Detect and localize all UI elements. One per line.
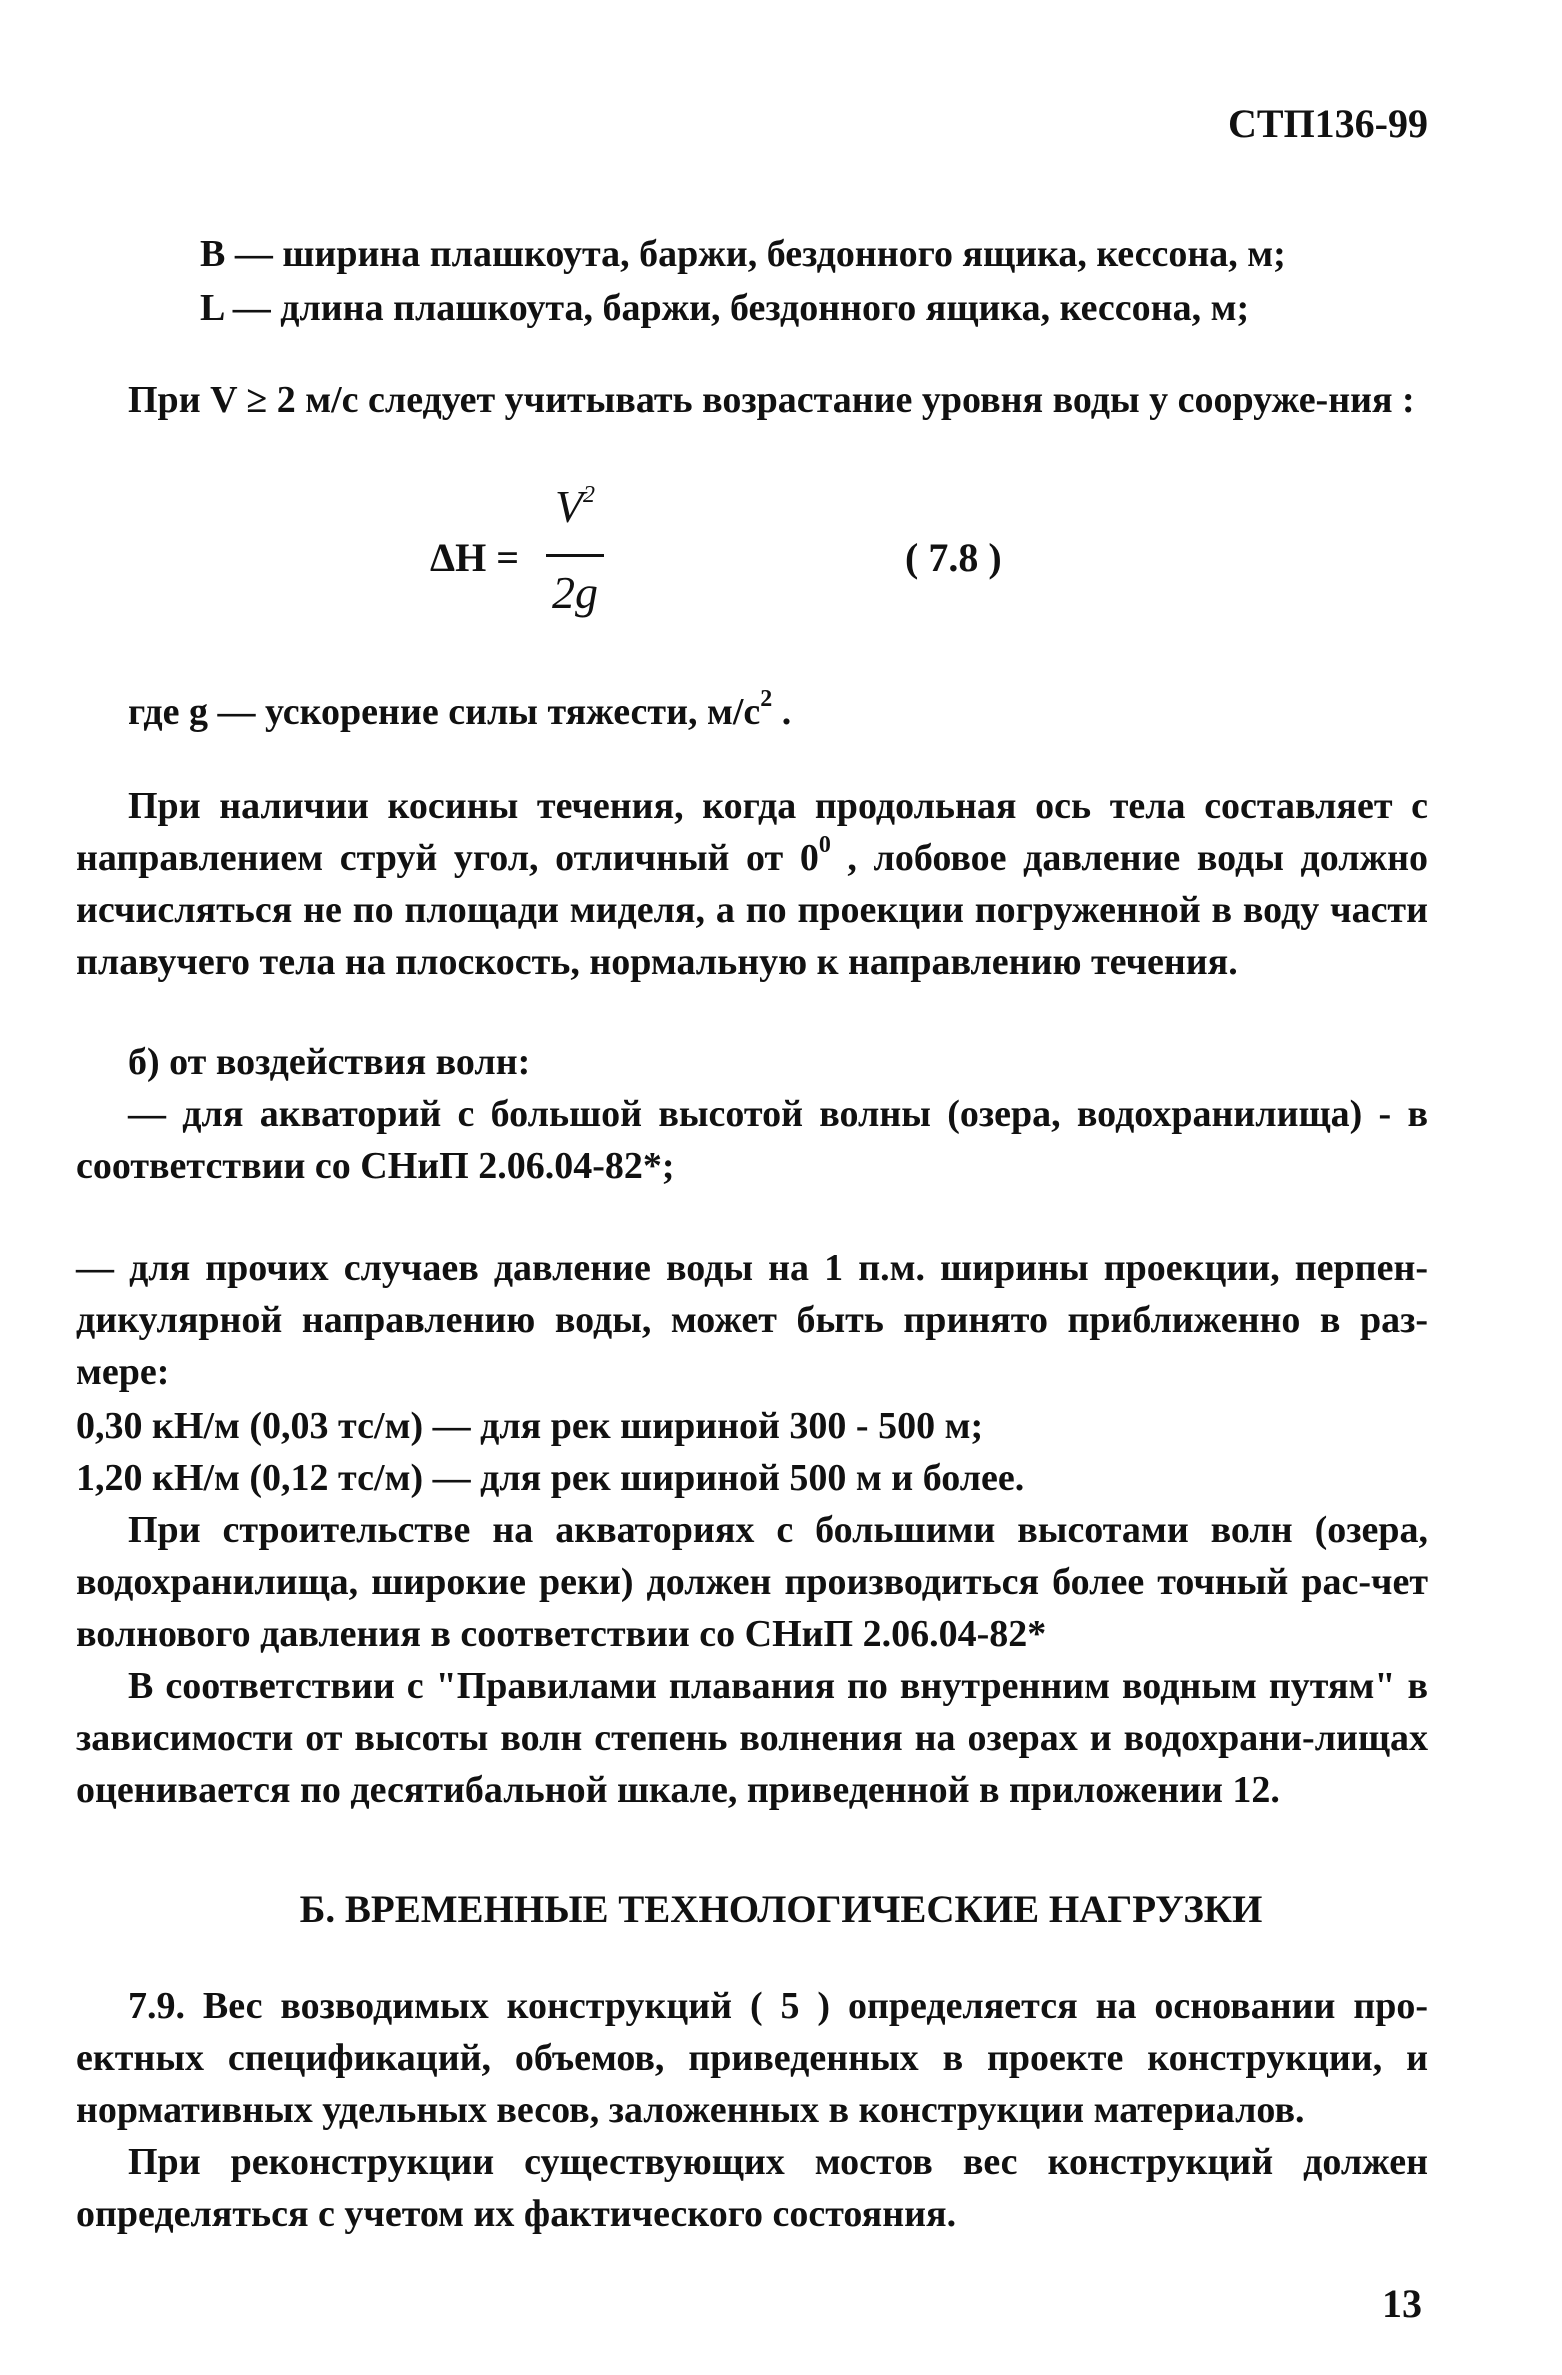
where-g-line: [128, 686, 791, 738]
waves-item-1: — для акваторий с большой высотой волны (озера, водохранилища) - в соответствии со СНиП 2.06.04-82*;: [76, 1093, 1428, 1187]
fraction-bar: [546, 554, 604, 557]
waves-title: б) от воздействия волн:: [128, 1041, 531, 1083]
skew-exp: 0: [818, 832, 831, 859]
wave-rate-1: 0,30 кН/м (0,03 тс/м) — для рек шириной 300 - 500 м;: [76, 1405, 984, 1447]
where-g-end: .: [772, 691, 792, 733]
waves-item-2: — для прочих случаев давление воды на 1 п.м. ширины проекции, перпен-дикулярной направлению воды, может быть принято приближенно в раз-мере:: [76, 1247, 1428, 1393]
definition-b: B — ширина плашкоута, баржи, бездонного ящика, кессона, м;: [200, 233, 1286, 275]
where-g-exp: 2: [760, 686, 773, 713]
skew-part1: При наличии косины течения, когда продольная ось тела составляет с направлением струй угол, отличный от 0: [76, 785, 1428, 879]
where-g-text: где g — ускорение силы тяжести, м/с: [128, 691, 761, 733]
formula-7-8: [430, 480, 1130, 640]
wave-rate-2: 1,20 кН/м (0,12 тс/м) — для рек шириной 500 м и более.: [76, 1457, 1025, 1499]
formula-denominator: 2g: [552, 567, 598, 618]
waves-paragraph-1: При строительстве на акваториях с большими высотами волн (озера, водохранилища, широкие реки) должен производиться более точный рас-чет волнового давления в соответствии со СНиП 2.06.04-82*: [76, 1509, 1428, 1655]
section-heading: Б. ВРЕМЕННЫЕ ТЕХНОЛОГИЧЕСКИЕ НАГРУЗКИ: [299, 1888, 1263, 1931]
skew-part2: , лобовое давление воды должно исчисляться не по площади миделя, а по проекции погруженной в воду части плавучего тела на плоскость, нормальную к направлению течения.: [76, 837, 1428, 983]
formula-number: ( 7.8 ): [905, 535, 1002, 580]
velocity-note: При V ≥ 2 м/с следует учитывать возрастание уровня воды у сооруже-ния :: [128, 379, 1415, 421]
section-b-paragraph-2: При реконструкции существующих мостов вес конструкций должен определяться с учетом их фактического состояния.: [76, 2141, 1428, 2235]
section-b-paragraph-1: 7.9. Вес возводимых конструкций ( 5 ) определяется на основании про-ектных спецификаций, объемов, приведенных в проекте конструкции, и нормативных удельных весов, заложенных в конструкции материалов.: [76, 1985, 1428, 2131]
waves-paragraph-2: В соответствии с "Правилами плавания по внутренним водным путям" в зависимости от высоты волн степень волнения на озерах и водохрани-лищах оценивается по десятибальной шкале, приведенной в приложении 12.: [76, 1665, 1428, 1811]
formula-numerator-exp: 2: [583, 481, 596, 508]
page-number: 13: [1382, 2281, 1422, 2326]
document-code: СТП136-99: [1228, 101, 1428, 146]
formula-lhs: ΔH =: [430, 535, 519, 580]
definition-l: L — длина плашкоута, баржи, бездонного ящика, кессона, м;: [200, 287, 1250, 329]
formula-numerator: [538, 480, 612, 533]
skew-paragraph: [76, 780, 1428, 988]
formula-numerator-base: V: [554, 481, 584, 532]
